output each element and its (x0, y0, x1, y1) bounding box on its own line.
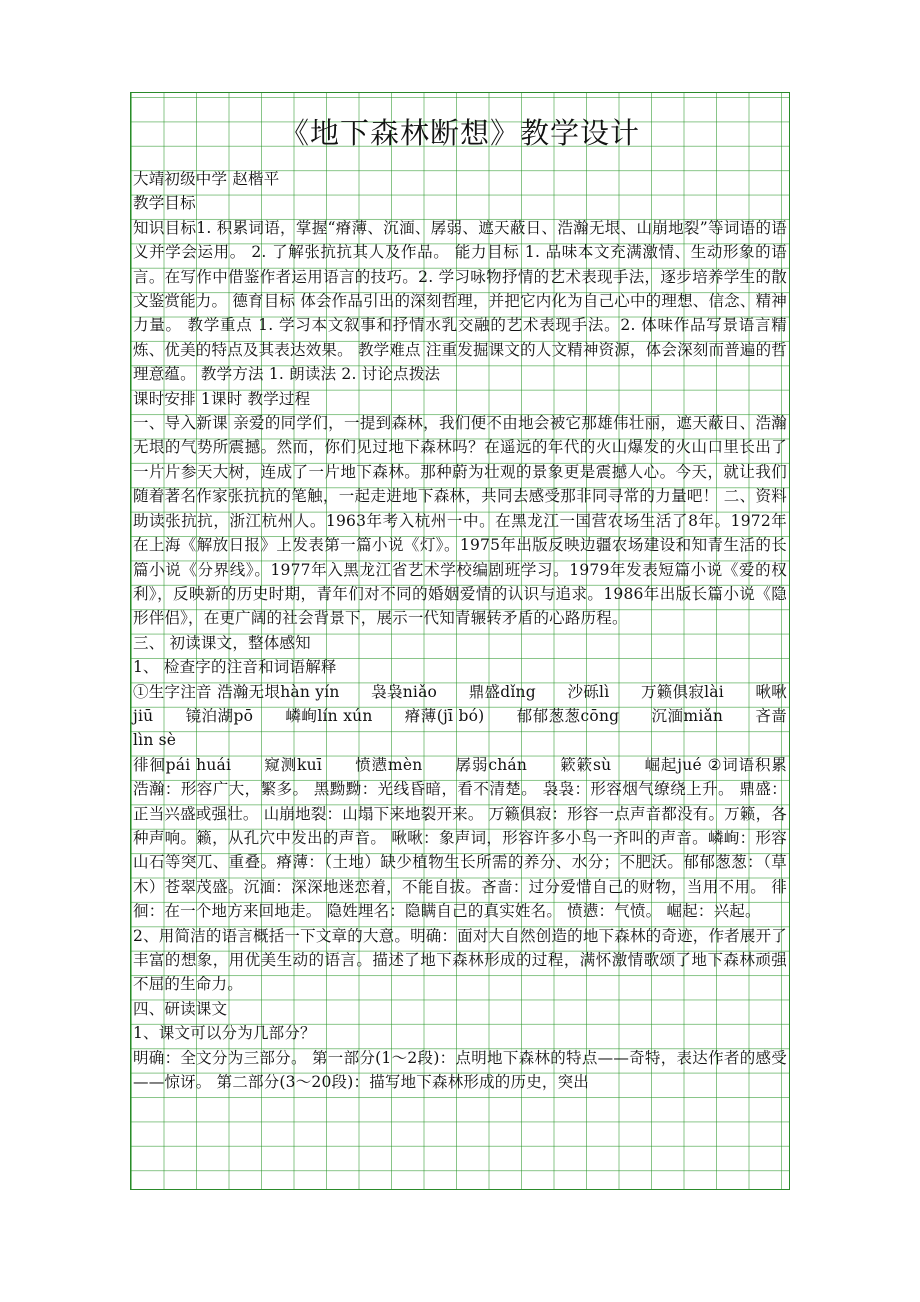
paragraph-vocabulary: 徘徊pái huái 窥测kuī 愤懑mèn 孱弱chán 簌簌sù 崛起jué ②词语积累 浩瀚：形容广大，繁多。 黑黝黝：光线昏暗，看不清楚。 袅袅：形容烟气缭绕上升。 鼎盛：正当兴盛或强壮。 山崩地裂：山塌下来地裂开来。 万籁俱寂：形容一点声音都没有。万籁，各种声响。籁，从孔穴中发出的声音。 啾啾：象声词，形容许多小鸟一齐叫的声音。嶙峋：形容山石等突兀、重叠。瘠薄：（土地）缺少植物生长所需的养分、水分；不肥沃。郁郁葱葱：（草木）苍翠茂盛。沉湎：深深地迷恋着，不能自拔。吝啬：过分爱惜自己的财物，当用不用。 徘徊：在一个地方来回地走。 隐姓埋名：隐瞒自己的真实姓名。 愤懑：气愤。 崛起：兴起。 (133, 755, 787, 921)
section-heading-first-reading: 三、 初读课文，整体感知 (133, 633, 311, 652)
paragraph-summary: 2、用简洁的语言概括一下文章的大意。明确：面对大自然创造的地下森林的奇迹，作者展开了丰富的想象，用优美生动的语言。描述了地下森林形成的过程，满怀激情歌颂了地下森林顽强不屈的生命力。 (133, 926, 787, 994)
paragraph-intro-and-background: 一、导入新课 亲爱的同学们，一提到森林，我们便不由地会被它那雄伟壮丽，遮天蔽日、浩瀚无垠的气势所震撼。然而，你们见过地下森林吗？在遥远的年代的火山爆发的火山口里长出了一片片参天大树，连成了一片地下森林。那种蔚为壮观的景象更是震撼人心。今天，就让我们随着著名作家张抗抗的笔触，一起走进地下森林，共同去感受那非同寻常的力量吧！ 二、资料助读张抗抗，浙江杭州人。1963年考入杭州一中。在黑龙江一国营农场生活了8年。1972年在上海《解放日报》上发表第一篇小说《灯》。1975年出版反映边疆农场建设和知青生活的长篇小说《分界线》。1977年入黑龙江省艺术学校编剧班学习。1979年发表短篇小说《爱的权利》，反映新的历史时期，青年们对不同的婚姻爱情的认识与追求。1986年出版长篇小说《隐形伴侣》，在更广阔的社会背景下，展示一代知青辗转矛盾的心路历程。 (133, 414, 787, 628)
paragraph-objectives: 知识目标1. 积累词语，掌握“瘠薄、沉湎、孱弱、遮天蔽日、浩瀚无垠、山崩地裂”等词语的语义并学会运用。 2. 了解张抗抗其人及作品。 能力目标 1. 品味本文充满激情、生动形象的语言。在写作中借鉴作者运用语言的技巧。2. 学习咏物抒情的艺术表现手法，逐步培养学生的散文鉴赏能力。 德育目标 体会作品引出的深刻哲理，并把它内化为自己心中的理想、信念、精神力量。 教学重点 1. 学习本文叙事和抒情水乳交融的艺术表现手法。2. 体味作品写景语言精炼、优美的特点及其表达效果。 教学难点 注重发掘课文的人文精神资源，体会深刻而普遍的哲理意蕴。 教学方法 1. 朗读法 2. 讨论点拨法 (133, 218, 787, 384)
section-heading-objectives: 教学目标 (133, 194, 196, 213)
document-grid-sheet (130, 92, 790, 1190)
document-title: 《地下森林断想》教学设计 (279, 116, 640, 150)
document-body (133, 119, 787, 1094)
paragraph-schedule: 课时安排 1课时 教学过程 (133, 389, 311, 408)
subheading-pronunciation: 1、 检查字的注音和词语解释 (133, 658, 337, 677)
section-heading-study: 四、研读课文 (133, 999, 228, 1018)
question-structure: 1、课文可以分为几部分？ (133, 1024, 316, 1043)
title-spacer (133, 119, 787, 167)
paragraph-structure-answer: 明确：全文分为三部分。 第一部分(1～2段)：点明地下森林的特点——奇特，表达作者的感受——惊讶。 第二部分(3～20段)：描写地下森林形成的历史，突出 (133, 1048, 787, 1092)
author-line: 大靖初级中学 赵楷平 (133, 170, 280, 188)
paragraph-pronunciation-list: ①生字注音 浩瀚无垠hàn yín 袅袅niǎo 鼎盛dǐng 沙砾lì 万籁俱寂lài 啾啾jiū 镜泊湖pō 嶙峋lín xún 瘠薄(jī bó) 郁郁葱葱cōng 沉湎miǎn 吝啬lìn sè (133, 682, 787, 750)
